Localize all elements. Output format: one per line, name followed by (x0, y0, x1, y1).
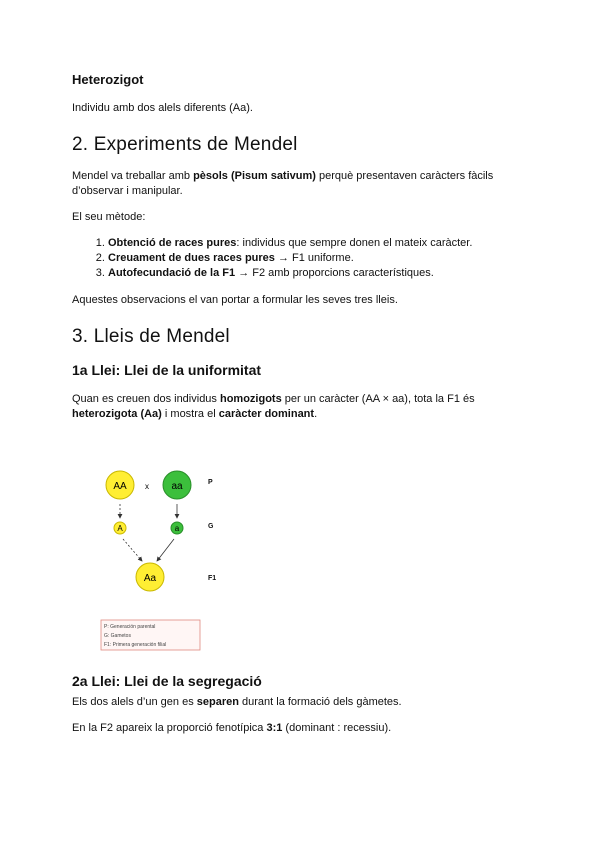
experiments-conclusion: Aquestes observacions el van portar a formular les seves tres lleis. (72, 294, 398, 306)
arrow-g2-to-f1 (157, 539, 174, 561)
lleis-heading: 3. Lleis de Mendel (72, 326, 230, 347)
experiments-heading: 2. Experiments de Mendel (72, 134, 298, 155)
legend-item-g: G: Gametos (104, 633, 131, 639)
method-label: El seu mètode: (72, 211, 146, 223)
list-item: 3. Autofecundació de la F1 → F2 amb proporcions característiques. (108, 266, 472, 281)
experiments-intro: Mendel va treballar amb pèsols (Pisum sativum) perquè presentaven caràcters fàcils d’observar i manipular. (72, 170, 494, 197)
legend-item-f1: F1: Primera generación filial (104, 642, 167, 648)
row-label-p: P (208, 479, 213, 486)
law1-text-line1: Quan es creuen dos individus homozigots per un caràcter (AA × aa), tota la F1 és (72, 393, 475, 405)
gamete1-label: A (117, 524, 123, 533)
law1-text-line2: heterozigota (Aa) i mostra el caràcter dominant. (72, 408, 318, 420)
list-item: 1. Obtenció de races pures: individus que sempre donen el mateix caràcter. (108, 236, 472, 251)
law1-heading: 1a Llei: Llei de la uniformitat (72, 362, 262, 378)
law2-ratio-text: En la F2 apareix la proporció fenotípica 3:1 (dominant : recessiu). (72, 722, 392, 734)
heterozigot-heading: Heterozigot (72, 72, 144, 87)
parent2-label: aa (171, 481, 183, 492)
legend-item-p: P: Generación parental (104, 624, 156, 630)
law2-text: Els dos alels d’un gen es separen durant la formació dels gàmetes. (72, 696, 402, 708)
offspring-label: Aa (143, 573, 157, 584)
heterozigot-text: Individu amb dos alels diferents (Aa). (72, 102, 253, 114)
pisum-sativum-bold: pèsols (Pisum sativum) (193, 170, 316, 182)
method-steps-list (80, 236, 472, 281)
gamete2-label: a (174, 524, 180, 533)
cross-sign: x (145, 482, 149, 491)
row-label-f1: F1 (208, 575, 217, 582)
row-label-g: G (208, 523, 214, 530)
mendel-cross-diagram (88, 462, 228, 652)
parent1-label: AA (113, 481, 127, 492)
arrow-g1-to-f1 (123, 539, 142, 561)
law2-heading: 2a Llei: Llei de la segregació (72, 673, 262, 689)
list-item: 2. Creuament de dues races pures → F1 uniforme. (108, 251, 472, 266)
